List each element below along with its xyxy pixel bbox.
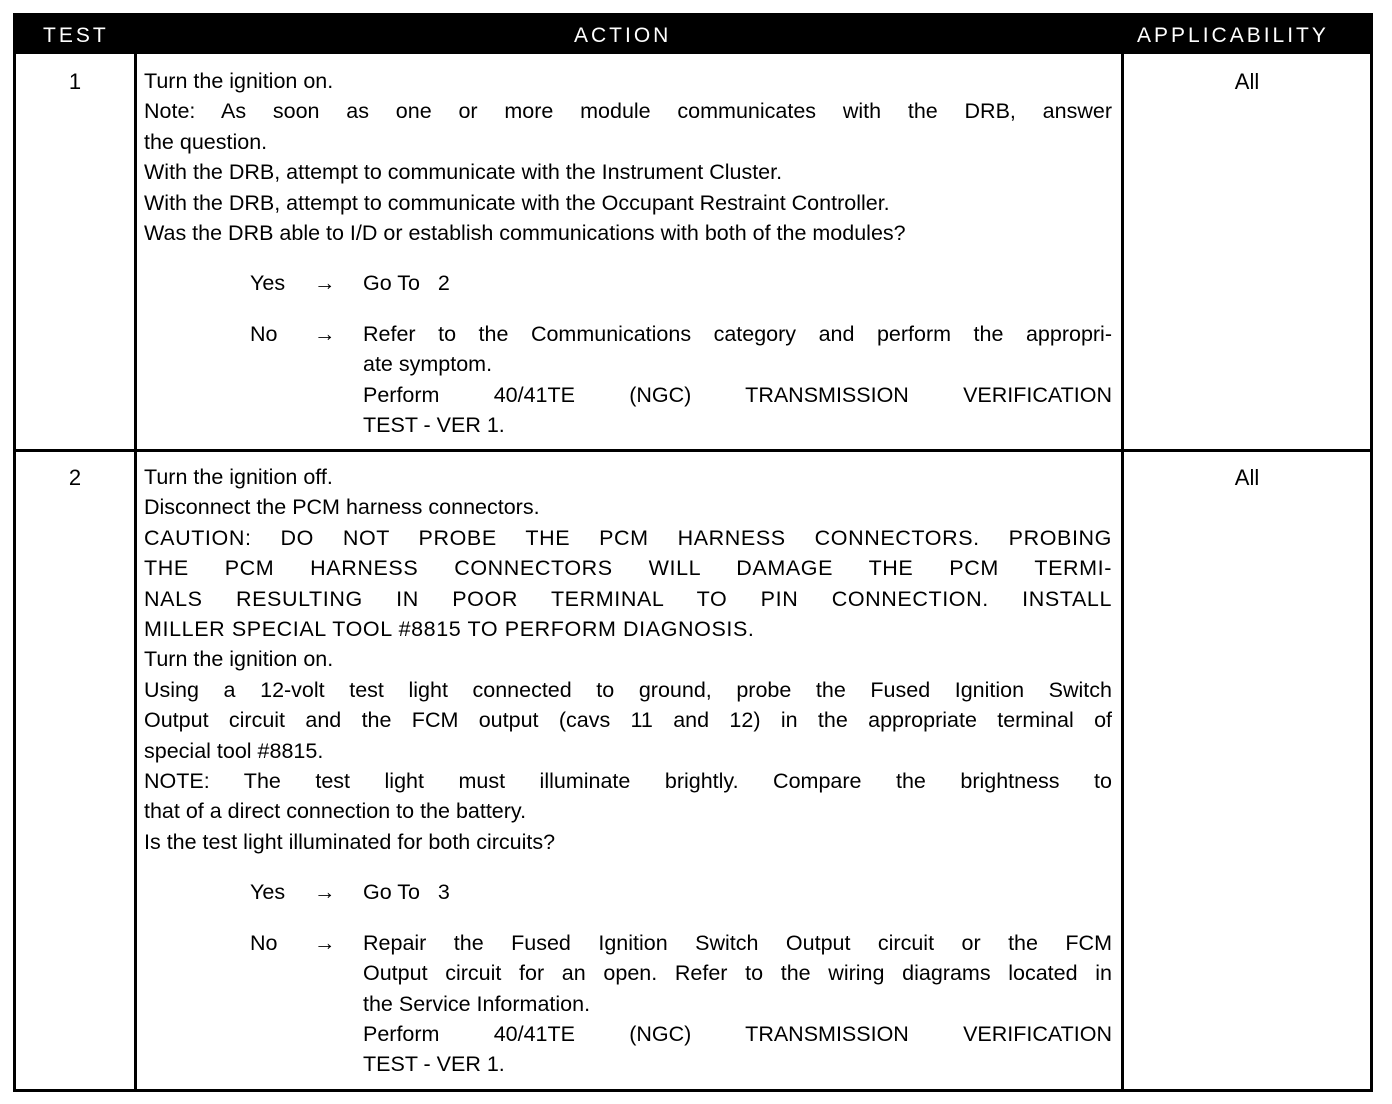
action-line: Was the DRB able to I/D or establish communications with both of the modules? [144, 221, 906, 246]
header-action: ACTION [574, 24, 672, 47]
action-line: Disconnect the PCM harness connectors. [144, 495, 540, 520]
no-result-line: the Service Information. [363, 991, 591, 1016]
action-line: Is the test light illuminated for both circuits? [144, 829, 556, 854]
action-line: Output circuit and the FCM output (cavs 11 and 12) in the appropriate terminal of [144, 708, 1112, 733]
yes-result: Go To 2 [363, 271, 450, 296]
yes-result: Go To 3 [363, 880, 450, 905]
no-result-line: Output circuit for an open. Refer to the wiring diagrams located in [363, 961, 1112, 986]
header-test: TEST [43, 24, 109, 47]
no-option [144, 928, 1112, 1080]
test-number: 2 [68, 465, 82, 490]
test-action [144, 462, 1112, 1080]
action-line: NALS RESULTING IN POOR TERMINAL TO PIN CONNECTION. INSTALL [144, 586, 1112, 611]
no-result-line: Perform 40/41TE (NGC) TRANSMISSION VERIFICATION [363, 382, 1112, 407]
action-line: Turn the ignition on. [144, 69, 334, 93]
action-line: Turn the ignition off. [144, 465, 333, 489]
no-result-line: Refer to the Communications category and perform the appropri- [363, 321, 1112, 346]
action-line: Turn the ignition on. [144, 647, 334, 672]
no-result-line: Repair the Fused Ignition Switch Output circuit or the FCM [363, 930, 1112, 955]
yes-label: Yes [250, 271, 286, 296]
no-label: No [250, 930, 278, 955]
action-line: special tool #8815. [144, 738, 324, 763]
column-divider [134, 54, 137, 1089]
no-result-line: TEST - VER 1. [363, 413, 505, 438]
no-result-line: Perform 40/41TE (NGC) TRANSMISSION VERIFICATION [363, 1021, 1112, 1046]
yes-label: Yes [250, 880, 286, 905]
action-line: With the DRB, attempt to communicate with the Occupant Restraint Controller. [144, 190, 890, 215]
test-applicability: All [1234, 69, 1260, 94]
no-label: No [250, 321, 278, 346]
action-line: CAUTION: DO NOT PROBE THE PCM HARNESS CONNECTORS. PROBING [144, 525, 1112, 550]
arrow-right-icon: → [314, 880, 336, 905]
column-divider [1121, 54, 1124, 1089]
table-header [16, 16, 1370, 54]
action-line: NOTE: The test light must illuminate brightly. Compare the brightness to [144, 769, 1112, 794]
arrow-right-icon: → [314, 321, 336, 346]
action-line: THE PCM HARNESS CONNECTORS WILL DAMAGE THE PCM TERMI- [144, 556, 1112, 581]
no-result-line: TEST - VER 1. [363, 1052, 505, 1077]
arrow-right-icon: → [314, 271, 336, 296]
header-applicability: APPLICABILITY [1137, 24, 1329, 47]
no-option [144, 319, 1112, 441]
arrow-right-icon: → [314, 930, 336, 955]
test-applicability: All [1234, 465, 1260, 490]
action-line: Note: As soon as one or more module communicates with the DRB, answer [144, 99, 1112, 124]
test-action [144, 66, 1112, 440]
row-divider [16, 449, 1370, 452]
test-table [13, 13, 1373, 1092]
action-line: Using a 12-volt test light connected to ground, probe the Fused Ignition Switch [144, 677, 1112, 702]
test-number: 1 [68, 69, 82, 94]
action-line: With the DRB, attempt to communicate with the Instrument Cluster. [144, 160, 783, 185]
no-result-line: ate symptom. [363, 352, 493, 377]
yes-option [144, 268, 1112, 298]
yes-option [144, 877, 1112, 907]
action-line: that of a direct connection to the battery. [144, 799, 527, 824]
action-line: the question. [144, 129, 268, 154]
action-line: MILLER SPECIAL TOOL #8815 TO PERFORM DIAGNOSIS. [144, 617, 755, 642]
